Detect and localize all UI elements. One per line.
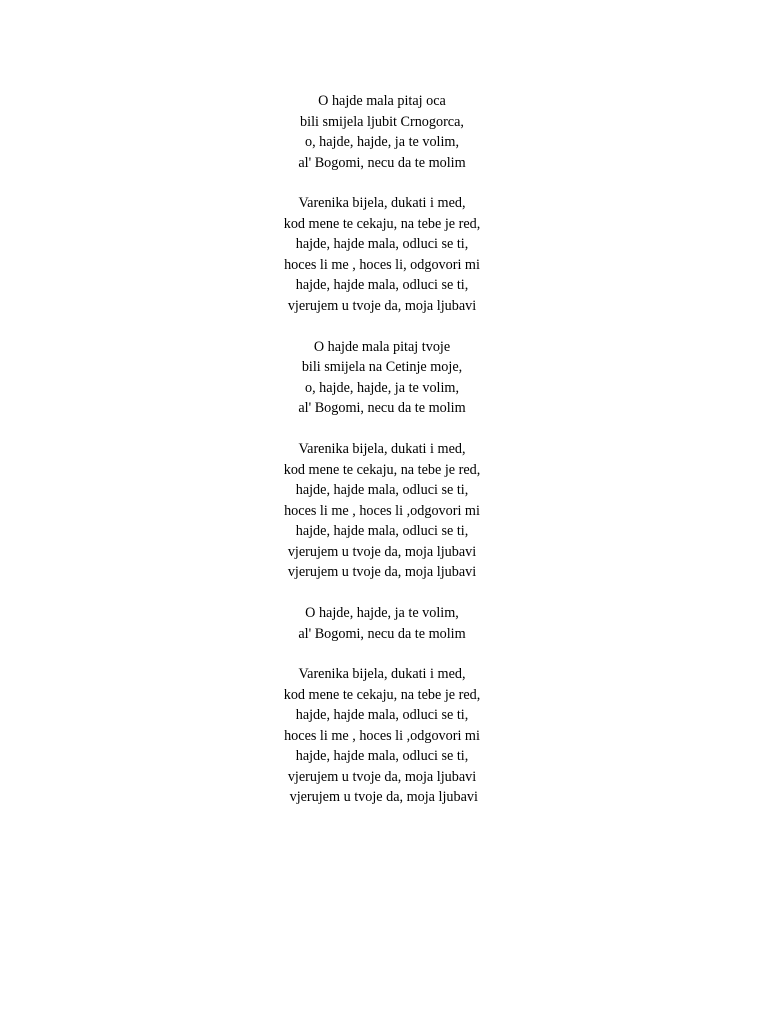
stanza-6 [0,664,764,808]
stanza-2 [0,193,764,316]
lyric-line: kod mene te cekaju, na tebe je red, [283,215,481,232]
lyric-line: hajde, hajde mala, odluci se ti, [295,523,469,540]
lyric-line: O hajde, hajde, ja te volim, [305,605,459,622]
lyric-line: hajde, hajde mala, odluci se ti, [295,482,469,499]
lyric-line: hajde, hajde mala, odluci se ti, [295,236,469,253]
lyric-line: o, hajde, hajde, ja te volim, [304,134,460,150]
lyric-line: kod mene te cekaju, na tebe je red, [283,686,481,703]
lyric-line: Varenika bijela, dukati i med, [298,441,466,458]
lyric-line: hoces li me , hoces li ,odgovori mi [284,502,480,519]
lyric-line: bili smijela ljubit Crnogorca, [300,113,464,130]
lyric-line: al' Bogomi, necu da te molim [298,154,466,171]
stanza-4 [0,439,764,583]
lyric-line: o, hajde, hajde, ja te volim, [304,379,460,396]
lyric-line: hajde, hajde mala, odluci se ti, [295,707,469,724]
lyric-line: vjerujem u tvoje da, moja ljubavi [286,789,478,806]
lyric-line: hajde, hajde mala, odluci se ti, [295,748,469,765]
stanza-1 [0,91,764,173]
lyric-line: hoces li me , hoces li, odgovori mi [284,256,480,273]
lyric-line: O hajde mala pitaj tvoje [313,338,451,355]
lyric-line: Varenika bijela, dukati i med, [298,195,466,212]
lyric-line: hoces li me , hoces li ,odgovori mi [284,727,480,744]
stanza-3 [0,337,764,419]
lyric-line: al' Bogomi, necu da te molim [298,400,466,417]
lyric-line: vjerujem u tvoje da, moja ljubavi [287,543,477,560]
lyric-line: vjerujem u tvoje da, moja ljubavi [287,564,477,581]
lyric-line: al' Bogomi, necu da te molim [298,625,466,642]
lyric-line: vjerujem u tvoje da, moja ljubavi [287,297,477,314]
stanza-5 [0,603,764,644]
lyric-line: Varenika bijela, dukati i med, [298,666,466,683]
lyric-line: bili smijela na Cetinje moje, [301,359,463,376]
lyric-line: vjerujem u tvoje da, moja ljubavi [287,768,477,785]
lyrics-text [0,91,764,828]
lyric-line: O hajde mala pitaj oca [318,93,446,109]
lyric-line: kod mene te cekaju, na tebe je red, [283,461,481,478]
lyric-line: hajde, hajde mala, odluci se ti, [295,277,469,294]
